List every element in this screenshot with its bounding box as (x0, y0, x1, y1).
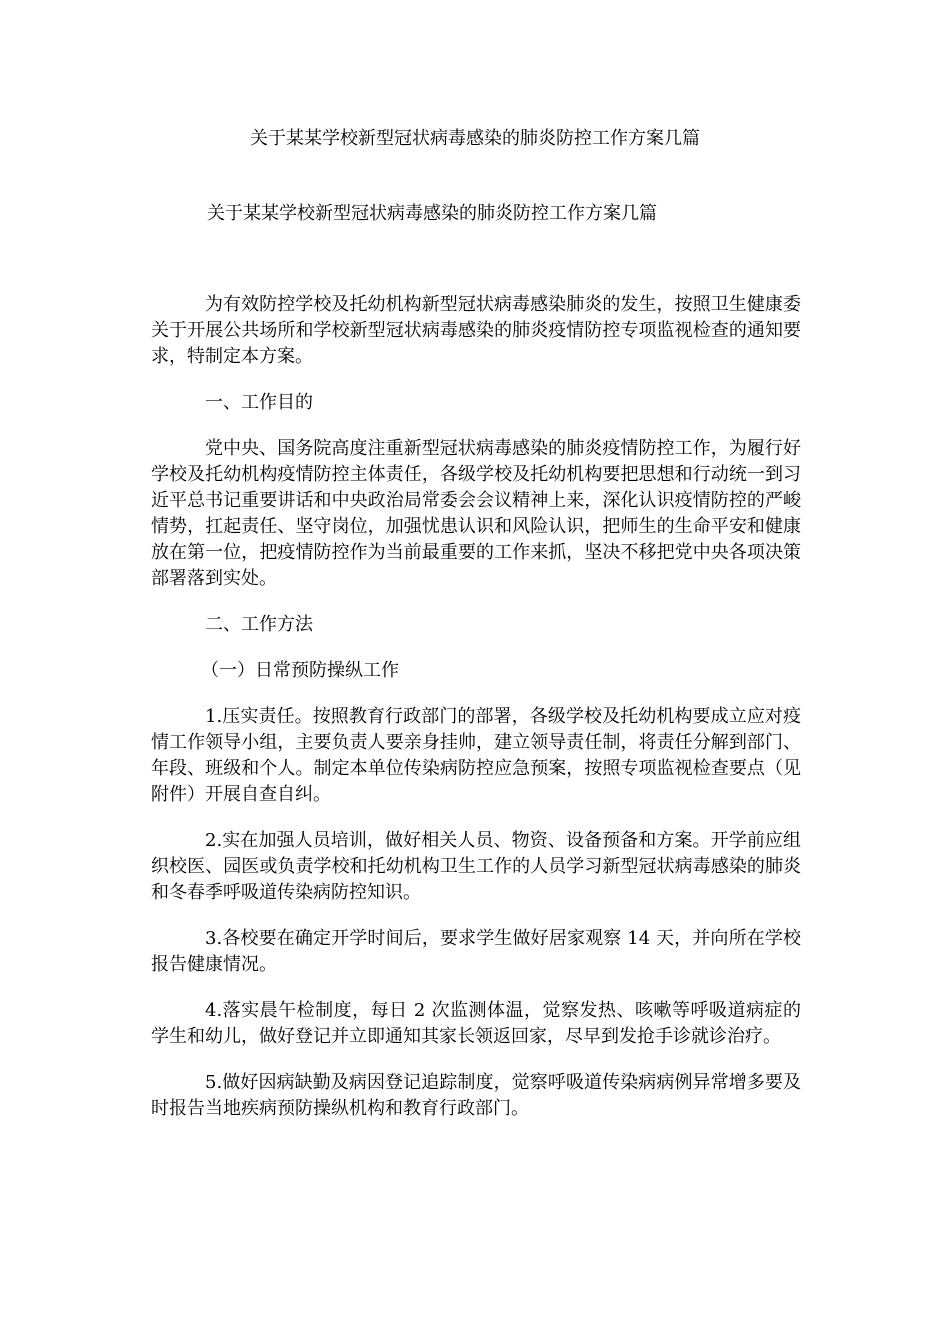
list-item: 5.做好因病缺勤及病因登记追踪制度，觉察呼吸道传染病病例异常增多要及时报告当地疾病预防操纵机构和教育行政部门。 (151, 1072, 801, 1119)
list-item: 2.实在加强人员培训，做好相关人员、物资、设备预备和方案。开学前应组织校医、园医或负责学校和托幼机构卫生工作的人员学习新型冠状病毒感染的肺炎和冬春季呼吸道传染病防控知识。 (151, 830, 801, 903)
purpose-paragraph: 党中央、国务院高度注重新型冠状病毒感染的肺炎疫情防控工作，为履行好学校及托幼机构疫情防控主体责任，各级学校及托幼机构要把思想和行动统一到习近平总书记重要讲话和中央政治局常委会会议精神上来，深化认识疫情防控的严峻情势，扛起责任、坚守岗位，加强忧患认识和风险认识，把师生的生命平安和健康放在第一位，把疫情防控作为当前最重要的工作来抓，坚决不移把党中央各项决策部署落到实处。 (151, 438, 801, 589)
section-heading-methods: 二、工作方法 (205, 614, 313, 635)
list-item: 1.压实责任。按照教育行政部门的部署，各级学校及托幼机构要成立应对疫情工作领导小组，主要负责人要亲身挂帅，建立领导责任制，将责任分解到部门、年段、班级和个人。制定本单位传染病防控应急预案，按照专项监视检查要点（见附件）开展自查自纠。 (151, 706, 801, 805)
document-body (151, 292, 801, 1142)
section-heading-purpose: 一、工作目的 (205, 392, 313, 413)
subsection-heading-daily-prevention: （一）日常预防操纵工作 (201, 660, 399, 681)
document-title: 关于某某学校新型冠状病毒感染的肺炎防控工作方案几篇 (250, 128, 700, 149)
list-item: 3.各校要在确定开学时间后，要求学生做好居家观察 14 天，并向所在学校报告健康情况。 (151, 928, 801, 975)
intro-paragraph: 为有效防控学校及托幼机构新型冠状病毒感染肺炎的发生，按照卫生健康委关于开展公共场所和学校新型冠状病毒感染的肺炎疫情防控专项监视检查的通知要求，特制定本方案。 (151, 294, 801, 367)
list-item: 4.落实晨午检制度，每日 2 次监测体温，觉察发热、咳嗽等呼吸道病症的学生和幼儿，做好登记并立即通知其家长领返回家，尽早到发抢手诊就诊治疗。 (151, 1000, 801, 1047)
document-subtitle: 关于某某学校新型冠状病毒感染的肺炎防控工作方案几篇 (207, 203, 657, 224)
